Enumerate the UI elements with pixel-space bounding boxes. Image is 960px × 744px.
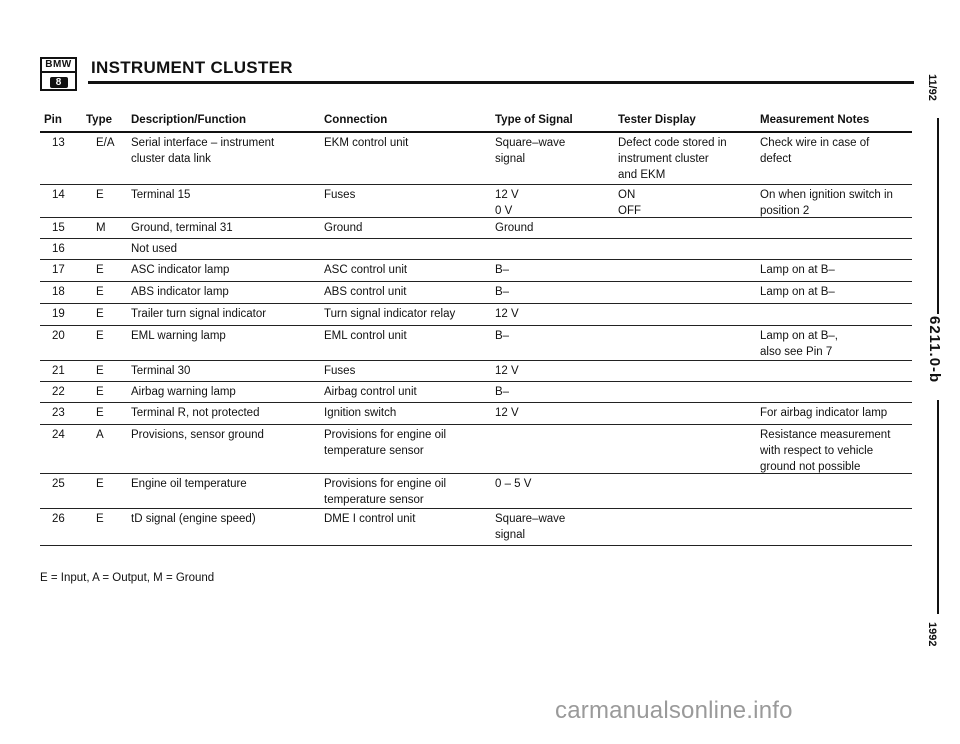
- cell-desc: Terminal 30: [131, 365, 191, 377]
- cell-conn: DME I control unit: [324, 513, 416, 525]
- cell-desc: Provisions, sensor ground: [131, 429, 264, 441]
- cell-type: E: [96, 478, 104, 490]
- cell-desc: Terminal 15: [131, 189, 191, 201]
- table-row: [40, 425, 912, 474]
- table-row: [40, 185, 912, 218]
- cell-conn: EML control unit: [324, 330, 407, 342]
- table-row: [40, 509, 912, 546]
- cell-pin: 23: [52, 407, 65, 419]
- cell-type: E: [96, 189, 104, 201]
- table-row: [40, 282, 912, 304]
- cell-desc: tD signal (engine speed): [131, 513, 256, 525]
- cell-conn: EKM control unit: [324, 137, 409, 149]
- cell-type: E: [96, 513, 104, 525]
- cell-conn: Ignition switch: [324, 407, 397, 419]
- cell-desc: Engine oil temperature: [131, 478, 247, 490]
- cell-sig: B–: [495, 264, 510, 276]
- cell-pin: 21: [52, 365, 65, 377]
- cell-type: E/A: [96, 137, 115, 149]
- table-row: [40, 403, 912, 425]
- cell-pin: 22: [52, 386, 65, 398]
- cell-sig: B–: [495, 286, 510, 298]
- table-row: [40, 361, 912, 382]
- cell-meas: For airbag indicator lamp: [760, 407, 888, 419]
- side-document-code: 6211.0-b: [926, 316, 943, 384]
- pin-table: [40, 112, 912, 546]
- table-row: [40, 218, 912, 239]
- page-title: INSTRUMENT CLUSTER: [91, 58, 293, 77]
- side-year: 1992: [926, 622, 938, 647]
- table-row: [40, 326, 912, 361]
- cell-conn: Fuses: [324, 365, 356, 377]
- header-measurement: Measurement Notes: [760, 114, 870, 126]
- cell-desc: Airbag warning lamp: [131, 386, 236, 398]
- cell-conn: ASC control unit: [324, 264, 408, 276]
- table-row: [40, 260, 912, 282]
- table-body: [40, 133, 912, 546]
- table-row: [40, 239, 912, 260]
- table-header: [40, 112, 912, 133]
- cell-meas: On when ignition switch in position 2: [760, 189, 893, 217]
- header-tester: Tester Display: [618, 114, 696, 126]
- cell-type: E: [96, 365, 104, 377]
- cell-desc: Serial interface – instrument cluster data link: [131, 137, 275, 165]
- cell-sig: Ground: [495, 222, 534, 234]
- cell-conn: Fuses: [324, 189, 356, 201]
- cell-meas: Lamp on at B–: [760, 286, 835, 298]
- cell-desc: Ground, terminal 31: [131, 222, 233, 234]
- cell-meas: Resistance measurement with respect to vehicle ground not possible: [760, 429, 891, 473]
- cell-conn: Turn signal indicator relay: [324, 308, 456, 320]
- table-row: [40, 474, 912, 509]
- cell-type: E: [96, 330, 104, 342]
- cell-pin: 14: [52, 189, 65, 201]
- header-connection: Connection: [324, 114, 388, 126]
- cell-desc: ABS indicator lamp: [131, 286, 229, 298]
- header-pin: Pin: [44, 114, 62, 126]
- cell-sig: 0 – 5 V: [495, 478, 532, 490]
- cell-type: E: [96, 286, 104, 298]
- watermark: carmanualsonline.info: [555, 697, 793, 724]
- title-rule: [88, 81, 914, 84]
- cell-pin: 20: [52, 330, 65, 342]
- cell-sig: 12 V 0 V: [495, 189, 519, 217]
- cell-desc: Trailer turn signal indicator: [131, 308, 267, 320]
- cell-sig: 12 V: [495, 407, 519, 419]
- cell-desc: Terminal R, not protected: [131, 407, 260, 419]
- cell-desc: ASC indicator lamp: [131, 264, 230, 276]
- logo-brand-text: BMW: [42, 59, 75, 73]
- cell-meas: Check wire in case of defect: [760, 137, 870, 165]
- side-date: 11/92: [926, 74, 938, 101]
- cell-type: A: [96, 429, 104, 441]
- header-signal: Type of Signal: [495, 114, 573, 126]
- cell-type: E: [96, 386, 104, 398]
- cell-pin: 18: [52, 286, 65, 298]
- cell-type: E: [96, 407, 104, 419]
- cell-sig: B–: [495, 386, 510, 398]
- cell-type: E: [96, 264, 104, 276]
- cell-test: ON OFF: [618, 189, 641, 217]
- cell-pin: 24: [52, 429, 65, 441]
- cell-meas: Lamp on at B–: [760, 264, 835, 276]
- cell-sig: Square–wave signal: [495, 137, 566, 165]
- cell-conn: Provisions for engine oil temperature sensor: [324, 478, 447, 506]
- cell-meas: Lamp on at B–, also see Pin 7: [760, 330, 838, 358]
- table-row: [40, 382, 912, 403]
- cell-pin: 17: [52, 264, 65, 276]
- cell-sig: 12 V: [495, 308, 519, 320]
- cell-sig: Square–wave signal: [495, 513, 566, 541]
- cell-conn: Airbag control unit: [324, 386, 417, 398]
- logo-series-mark: 8: [50, 77, 68, 88]
- cell-pin: 15: [52, 222, 65, 234]
- cell-conn: Provisions for engine oil temperature sensor: [324, 429, 447, 457]
- cell-sig: B–: [495, 330, 510, 342]
- header-description: Description/Function: [131, 114, 246, 126]
- cell-conn: Ground: [324, 222, 363, 234]
- cell-type: E: [96, 308, 104, 320]
- cell-pin: 13: [52, 137, 65, 149]
- cell-conn: ABS control unit: [324, 286, 407, 298]
- side-bar-bottom: [937, 400, 939, 614]
- cell-sig: 12 V: [495, 365, 519, 377]
- cell-pin: 19: [52, 308, 65, 320]
- cell-desc: EML warning lamp: [131, 330, 226, 342]
- table-row: [40, 304, 912, 326]
- cell-desc: Not used: [131, 243, 178, 255]
- cell-type: M: [96, 222, 106, 234]
- cell-test: Defect code stored in instrument cluster and EKM: [618, 137, 727, 181]
- header-type: Type: [86, 114, 112, 126]
- bmw-logo: [40, 57, 77, 91]
- cell-pin: 25: [52, 478, 65, 490]
- cell-pin: 16: [52, 243, 65, 255]
- side-bar-top: [937, 118, 939, 314]
- table-row: [40, 133, 912, 185]
- cell-pin: 26: [52, 513, 65, 525]
- legend-text: E = Input, A = Output, M = Ground: [40, 572, 215, 584]
